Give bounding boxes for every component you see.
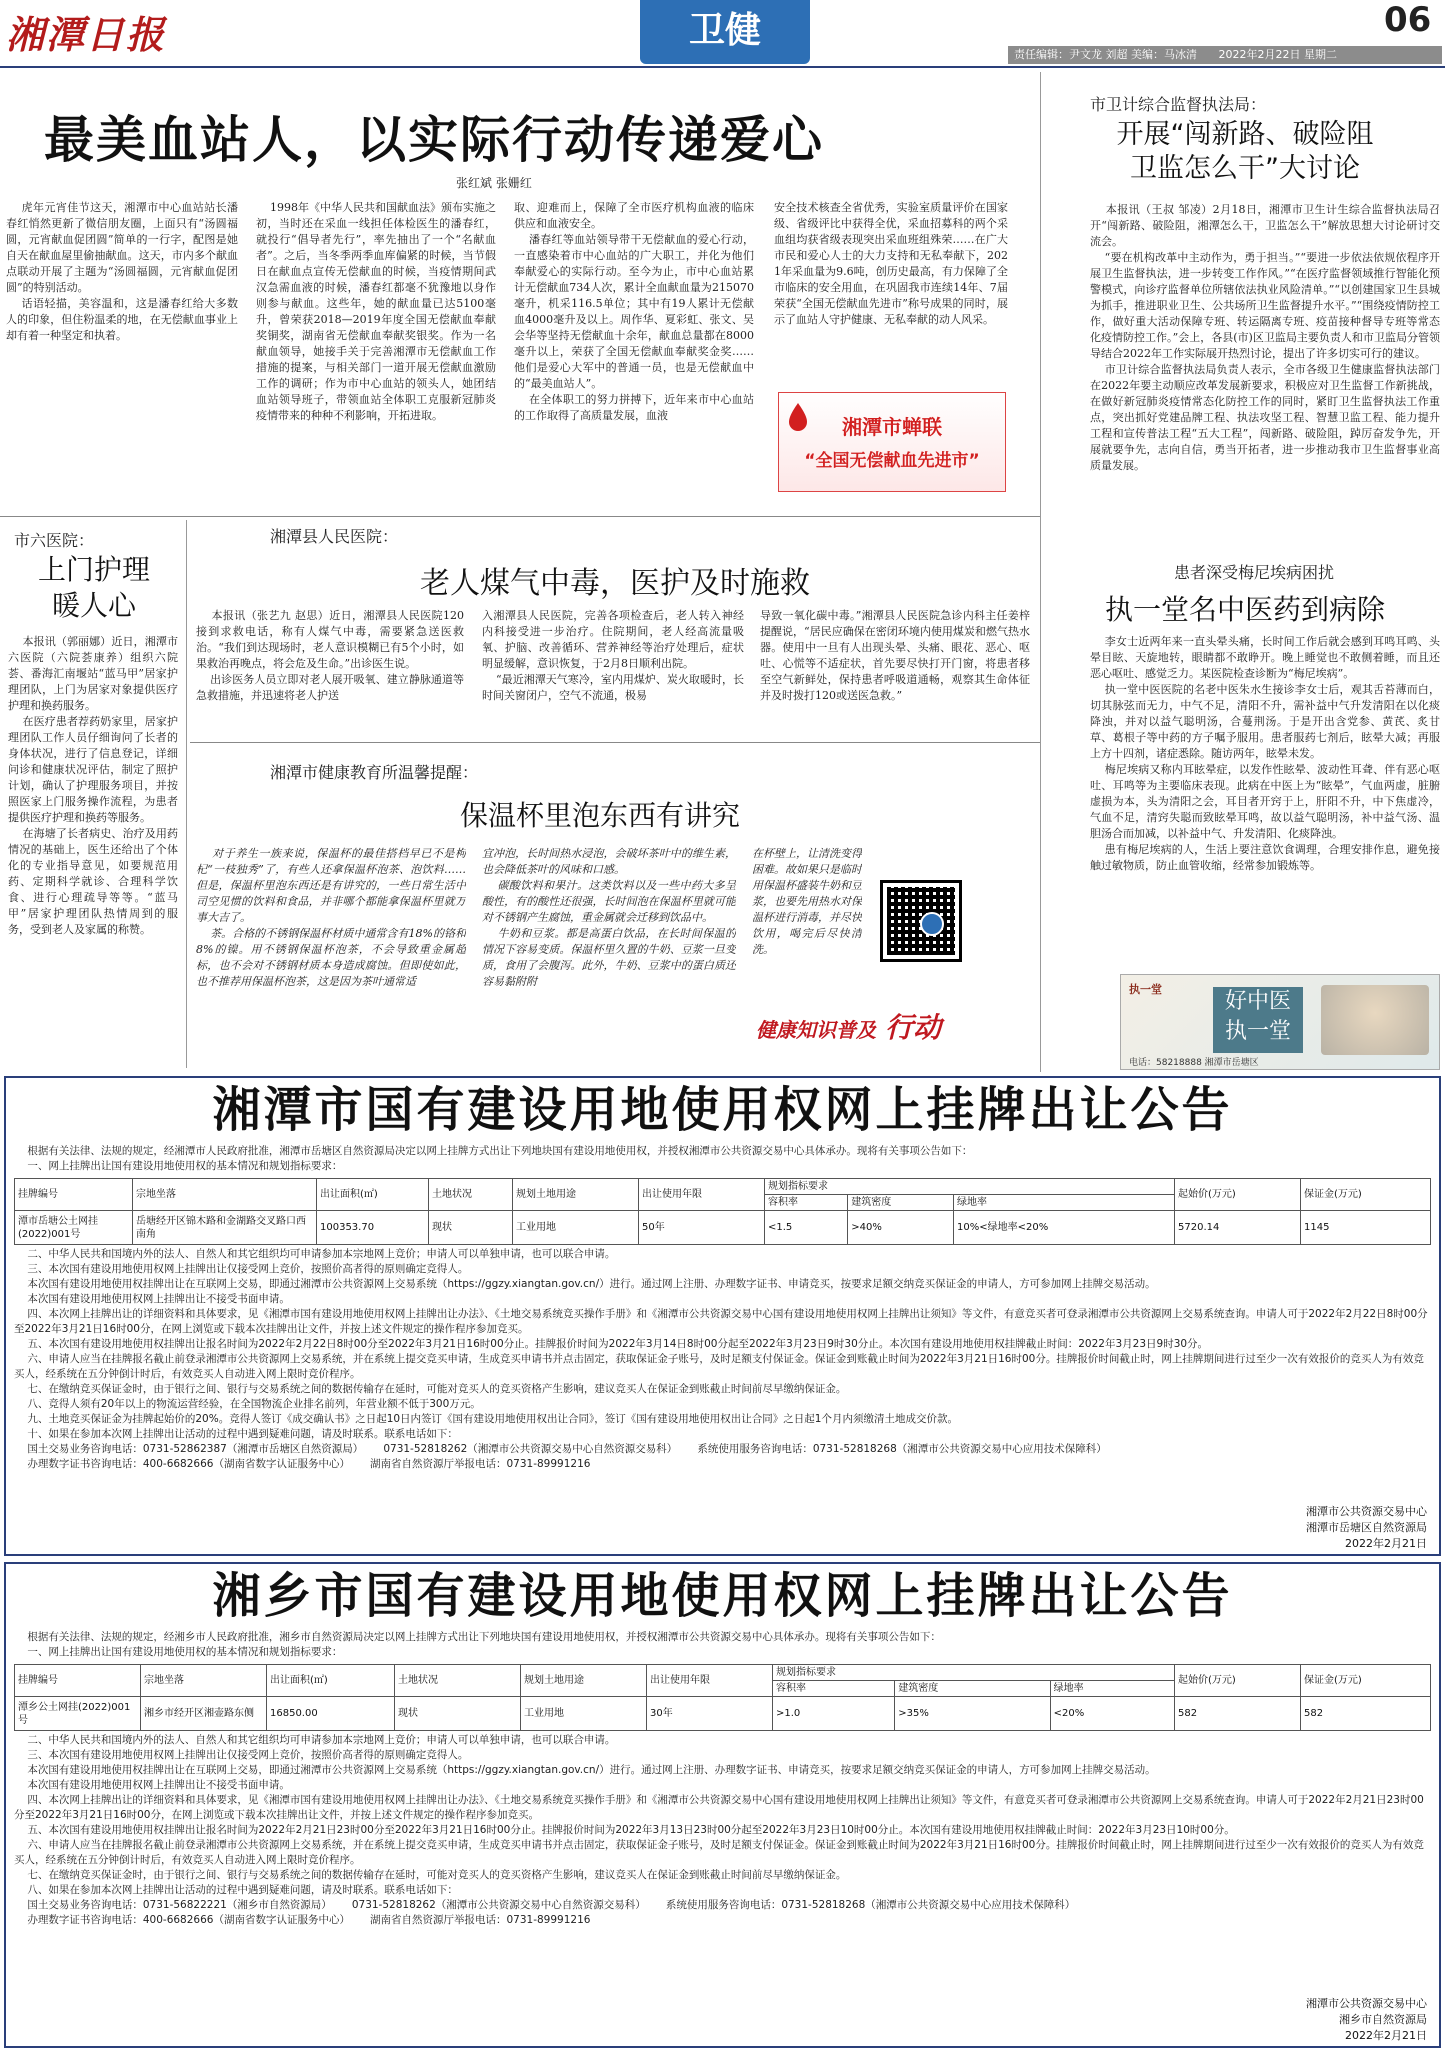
notice-2-intro: 根据有关法律、法规的规定，经湘乡市人民政府批准，湘乡市自然资源局决定以网上挂牌方式出让下列地块国有建设用地使用权，并授权湘潭市公共资源交易中心具体承办。现将有关事项公告如下： 一、网上挂牌出让国有建设用地使用权的基本情况和规划指标要求： [27,1631,941,1658]
th-start-price: 起始价(万元) [1175,1179,1301,1211]
th-far: 容积率 [773,1681,895,1697]
health-label-action: 行动 [885,1011,942,1044]
column-divider-right [1040,72,1041,1072]
notice-1-signature [1306,1504,1427,1552]
meniere-kicker: 患者深受梅尼埃病困扰 [1174,563,1335,582]
lead-col-1: 虎年元宵佳节这天，湘潭市中心血站站长潘春红悄然更新了微信朋友圈，上面只有“汤圆福圆，元宵献血促团圆”简单的一行字，配图是她自天在献血屋里偷抽献血。这天，市内多个献血点联动开展了主题为“汤圆福圆，元宵献血促团圆”的特别活动。 话语轻描，美容温和，这是潘春红给大多数人的印象，但住粉温柔的地，在无偿献血事业上却有着一种坚定和执着。 [6,201,238,342]
td-density: >35% [895,1697,1050,1731]
edu-headline: 保温杯里泡东西有讲究 [459,799,740,832]
notice-2-title: 湘乡市国有建设用地使用权网上挂牌出让公告 [212,1568,1233,1624]
right-top-kicker: 市卫计综合监督执法局： [1090,95,1267,114]
lead-headline: 最美血站人，以实际行动传递爱心 [44,111,824,169]
th-green: 绿地率 [1050,1681,1174,1697]
td-start-price: 5720.14 [1175,1211,1301,1245]
table-header-row [15,1179,1431,1195]
td-area: 16850.00 [267,1697,395,1731]
editors-text: 责任编辑：尹文龙 刘超 美编：马冰清 [1014,48,1197,61]
blood-drop-icon [787,401,809,431]
td-status: 现状 [395,1697,521,1731]
health-knowledge-label [756,1006,1006,1046]
doctor-portrait [1321,985,1429,1055]
county-col-1: 本报讯（张艺九 赵思）近日，湘潭县人民医院120接到求救电话，称有人煤气中毒，需要紧急送医救治。“我们到达现场时，老人意识模糊已有5个小时，如果救治再晚点，将会危及生命。”出诊医生说。 出诊医务人员立即对老人展开吸氧、建立静脉通道等急救措施，并迅速将老人护送 [196,609,464,702]
liu-kicker: 市六医院： [14,531,95,550]
th-start-price: 起始价(万元) [1175,1665,1301,1697]
th-planning: 规划指标要求 [765,1179,1175,1195]
th-area: 出让面积(㎡) [317,1179,429,1211]
th-status: 土地状况 [395,1665,521,1697]
th-lot-no: 挂牌编号 [15,1179,133,1211]
td-use: 工业用地 [521,1697,647,1731]
edu-col-1: 对于养生一族来说，保温杯的最佳搭档早已不是枸杞“一枝独秀”了，有些人还拿保温杯泡茶、泡饮料……但是，保温杯里泡东西还是有讲究的，一些日常生活中司空见惯的饮料和食品，并非哪个都能拿保温杯里就万事大吉了。 茶。合格的不锈钢保温杯材质中通常含有18%的铬和8%的镍。用不锈钢保温杯泡茶，不会导致重金属超标，也不会对不锈钢材质本身造成腐蚀。但即使如此，也不推荐用保温杯泡茶，这是因为茶叶通常适 [196,847,466,988]
notice-1-sign-3: 2022年2月21日 [1345,1537,1427,1550]
th-term: 出让使用年限 [639,1179,765,1211]
notice-2-table-wrap [14,1664,1431,1731]
th-lot-no: 挂牌编号 [15,1665,141,1697]
th-location: 宗地坐落 [133,1179,317,1211]
th-green: 绿地率 [954,1195,1175,1211]
td-far: >1.0 [773,1697,895,1731]
td-lot-no: 潭市岳塘公土网挂(2022)001号 [15,1211,133,1245]
clinic-ad-slogan-l2: 执一堂 [1224,1019,1291,1044]
edu-col-2: 宜冲泡，长时间热水浸泡，会破坏茶叶中的维生素，也会降低茶叶的风味和口感。 碳酸饮料和果汁。这类饮料以及一些中药大多呈酸性，有的酸性还很强，长时间泡在保温杯里就可能对不锈钢产生腐蚀，重金属就会迁移到饮品中。 牛奶和豆浆。都是高蛋白饮品，在长时间保温的情况下容易变质。保温杯里久置的牛奶、豆浆一旦变质，食用了会腹泻。此外，牛奶、豆浆中的蛋白质还容易黏附附 [482,847,736,988]
td-far: <1.5 [765,1211,848,1245]
table-row [15,1211,1431,1245]
td-term: 30年 [647,1697,773,1731]
promo-line-2: “全国无偿献血先进市” [804,451,980,471]
promo-line-1: 湘潭市蝉联 [842,415,942,439]
right-top-headline-l1: 开展“闯新路、破险阻 [1116,119,1374,150]
right-top-headline [1050,118,1440,186]
td-density: >40% [848,1211,954,1245]
section-banner: 卫健 [640,0,810,64]
th-planning: 规划指标要求 [773,1665,1175,1681]
notice-1-body: 二、中华人民共和国境内外的法人、自然人和其它组织均可申请参加本宗地网上竞价；申请人可以单独申请，也可以联合申请。 三、本次国有建设用地使用权网上挂牌出让仅接受网上竞价，按照价高者得的原则确定竞得人。 本次国有建设用地使用权挂牌出让在互联网上交易，即通过湘潭市公共资源网上交易系统（https://ggzy.xiangtan.gov.cn/）进行。通过网上注册、办理数字证书、申请竞买，按要求足额交纳竞买保证金的申请人，方可参加网上挂牌交易活动。 本次国有建设用地使用权网上挂牌出让不接受书面申请。 四、本次网上挂牌出让的详细资料和具体要求，见《湘潭市国有建设用地使用权网上挂牌出让办法》、《土地交易系统竞买操作手册》和《湘潭市公共资源交易中心国有建设用地使用权网上挂牌出让须知》等文件，有意竞买者可登录湘潭市公共资源网上交易系统查询。申请人可于2022年2月22日8时00分至2022年3月21日16时00分，在网上浏览或下载本次挂牌出让文件，并按上述文件规定的操作程序参加竞买。 五、本次国有建设用地使用权挂牌出让报名时间为2022年2月22日8时00分至2022年3月21日16时00分止。挂牌报价时间为2022年3月14日8时00分起至2022年3月23日9时30分止。本次国有建设用地使用权挂牌截止时间：2022年3月23日9时30分。 六、申请人应当在挂牌报名截止前登录湘潭市公共资源网上交易系统，并在系统上提交竞买申请，生成竞买申请书并点击固定，获取保证金子账号，及时足额支付保证金。保证金到账截止时间为2022年3月21日16时00分。挂牌报价时间截止时，网上挂牌期间进行过至少一次有效报价的竞买人为有效竞买人，经系统在五分钟倒计时后，有效竞买人自动进入网上限时竞价程序。 七、在缴纳竞买保证金时，由于银行之间、银行与交易系统之间的数据传输存在延时，可能对竞买人的竞买资格产生影响，建议竞买人在保证金到账截止时间前尽早缴纳保证金。 八、竞得人须有20年以上的物流运营经验，在全国物流企业排名前列，年营业额不低于300万元。 九、土地竞买保证金为挂牌起始价的20%。竞得人签订《成交确认书》之日起10日内签订《国有建设用地使用权出让合同》，签订《国有建设用地使用权出让合同》之日起1个月内须缴清土地成交价款。 十、如果在参加本次网上挂牌出让活动的过程中遇到疑难问题，请及时联系。联系电话如下： 国土交易业务咨询电话：0731-52862387（湘潭市岳塘区自然资源局） 0731-52818262（湘潭市公共资源交易中心自然资源交易科） 系统使用服务咨询电话：0731-52818268（湘潭市公共资源交易中心应用技术保障科） 办理数字证书咨询电话：400-6682666（湖南省数字认证服务中心） 湖南省自然资源厅举报电话：0731-89991216 [14,1248,1428,1470]
edu-col-3: 在杯壁上，让清洗变得困难。故如果只是临时用保温杯盛装牛奶和豆浆，也要先用热水对保温杯进行消毒，并尽快饮用，喝完后尽快清洗。 [752,847,862,956]
td-use: 工业用地 [513,1211,639,1245]
th-far: 容积率 [765,1195,848,1211]
th-location: 宗地坐落 [141,1665,267,1697]
masthead-rule [0,66,1445,68]
th-term: 出让使用年限 [647,1665,773,1697]
notice-1-table [14,1178,1431,1245]
td-green: 10%<绿地率<20% [954,1211,1175,1245]
notice-1-title: 湘潭市国有建设用地使用权网上挂牌出让公告 [212,1082,1233,1138]
date-text: 2022年2月22日 星期二 [1218,48,1337,61]
th-use: 规划土地用途 [521,1665,647,1697]
notice-1-intro: 根据有关法律、法规的规定，经湘潭市人民政府批准，湘潭市岳塘区自然资源局决定以网上挂牌方式出让下列地块国有建设用地使用权，并授权湘潭市公共资源交易中心具体承办。现将有关事项公告如下： 一、网上挂牌出让国有建设用地使用权的基本情况和规划指标要求： [27,1145,973,1172]
county-headline: 老人煤气中毒，医护及时施救 [420,566,810,601]
notice-2-sign-2: 湘乡市自然资源局 [1339,2013,1427,2026]
table-header-row [15,1665,1431,1681]
divider-mid [0,516,1040,517]
td-area: 100353.70 [317,1211,429,1245]
right-top-body: 本报讯（王叔 邹凌）2月18日，湘潭市卫生计生综合监督执法局召开“闯新路、破险阻，湘潭怎么干，卫监怎么干”解放思想大讨论研讨交流会。 “要在机构改革中主动作为，勇于担当。”“要进一步依法依规依程序开展卫生监督执法，进一步转变工作作风。”“在医疗监督领域推行智能化预警模式，向诊疗监督单位所辖依法执业风险清单。”“以创建国家卫生县城为抓手，推进职业卫生、公共场所卫生监督提升水平。”“围绕疫情防控工作，做好重大活动保障专班、转运隔离专班、疫苗接种督导专班等常态化疫情防控工作。”会上，各县(市)区卫监局主要负责人和市卫监局分管领导结合2022年工作实际展开热烈讨论，提出了许多切实可行的建议。 市卫计综合监督执法局负责人表示，全市各级卫生健康监督执法部门在2022年要主动顺应改革发展新要求，积极应对卫生监督工作新挑战，在做好新冠肺炎疫情常态化防控工作的同时，紧盯卫生监督执法工作重点，突出抓好党建品牌工程、执法攻坚工程、智慧卫监工程、能力提升工程和宣传普法工程“五大工程”，闯新路、破险阻，踔厉奋发争先，开展就要争先，志向自信，勇当开拓者，进一步推动我市卫生监督事业高质量发展。 [1090,203,1440,472]
clinic-ad [1120,974,1440,1070]
th-area: 出让面积(㎡) [267,1665,395,1697]
th-density: 建筑密度 [848,1195,954,1211]
clinic-ad-brand: 执一堂 [1129,983,1162,996]
table-row [15,1697,1431,1731]
page-number: 06 [1384,0,1432,40]
lead-col-3: 取、迎难而上，保障了全市医疗机构血液的临床供应和血液安全。 潘春红等血站领导带干无偿献血的爱心行动，一直感染着市中心血站的广大职工，并化为他们奉献爱心的实际行动。至今为止，市中心血站累计无偿献血734人次，累计全血献血量为215070毫升，机采116.5单位；其中有19人累计无偿献血4000毫升及以上。周作华、夏彩虹、张文、吴会华等坚持无偿献血十余年，献血总量都在8000毫升以上，荣获了全国无偿献血奉献奖金奖……他们是爱心大军中的普通一员，也是无偿献血中的“最美血站人”。 在全体职工的努力拼搏下，近年来市中心血站的工作取得了高质量发展，血液 [514,201,754,422]
county-kicker: 湘潭县人民医院： [270,527,399,546]
right-top-headline-l2: 卫监怎么干”大讨论 [1130,153,1360,184]
info-bar [1008,46,1442,64]
health-badge-icon [920,912,944,936]
notice-2-signature [1306,1996,1427,2044]
edu-kicker: 湘潭市健康教育所温馨提醒： [270,763,479,782]
notice-2-table [14,1664,1431,1731]
lead-col-4: 安全技术核查全省优秀，实验室质量评价在国家级、省级评比中获得全优，采血招募科的两个采血组均获省级表现突出采血班组殊荣……在广大市民和爱心人士的大力支持和无私奉献下，2021年采血量为9.6吨，创历史最高，有力保障了全市临床的安全用血，在巩固我市连续14年、7届荣获“全国无偿献血先进市”称号成果的同时，展示了血站人守护健康、无私奉献的动人风采。 [774,201,1008,326]
th-deposit: 保证金(万元) [1301,1665,1431,1697]
th-deposit: 保证金(万元) [1301,1179,1431,1211]
th-density: 建筑密度 [895,1681,1050,1697]
clinic-ad-slogan-l1: 好中医 [1224,989,1291,1014]
notice-2-body: 二、中华人民共和国境内外的法人、自然人和其它组织均可申请参加本宗地网上竞价；申请人可以单独申请，也可以联合申请。 三、本次国有建设用地使用权网上挂牌出让仅接受网上竞价，按照价高者得的原则确定竞得人。 本次国有建设用地使用权挂牌出让在互联网上交易，即通过湘潭市公共资源网上交易系统（https://ggzy.xiangtan.gov.cn/）进行。通过网上注册、办理数字证书、申请竞买，按要求足额交纳竞买保证金的申请人，方可参加网上挂牌交易活动。 本次国有建设用地使用权网上挂牌出让不接受书面申请。 四、本次网上挂牌出让的详细资料和具体要求，见《湘潭市国有建设用地使用权网上挂牌出让办法》、《土地交易系统竞买操作手册》和《湘潭市公共资源交易中心国有建设用地使用权网上挂牌出让须知》等文件，有意竞买者可登录湘潭市公共资源网上交易系统查询。申请人可于2022年2月21日23时00分至2022年3月21日16时00分，在网上浏览或下载本次挂牌出让文件，并按上述文件规定的操作程序参加竞买。 五、本次国有建设用地使用权挂牌出让报名时间为2022年2月21日23时00分至2022年3月21日16时00分止。挂牌报价时间为2022年3月13日23时00分起至2022年3月23日10时00分止。本次国有建设用地使用权挂牌截止时间：2022年3月23日10时00分。 六、申请人应当在挂牌报名截止前登录湘潭市公共资源网上交易系统，并在系统上提交竞买申请，生成竞买申请书并点击固定，获取保证金子账号，及时足额支付保证金。保证金到账截止时间为2022年3月21日16时00分。挂牌报价时间截止时，网上挂牌期间进行过至少一次有效报价的竞买人为有效竞买人，经系统在五分钟倒计时后，有效竞买人自动进入网上限时竞价程序。 七、在缴纳竞买保证金时，由于银行之间、银行与交易系统之间的数据传输存在延时，可能对竞买人的竞买资格产生影响，建议竞买人在保证金到账截止时间前尽早缴纳保证金。 八、如果在参加本次网上挂牌出让活动的过程中遇到疑难问题，请及时联系。联系电话如下： 国土交易业务咨询电话：0731-56822221（湘乡市自然资源局） 0731-52818262（湘潭市公共资源交易中心自然资源交易科） 系统使用服务咨询电话：0731-52818268（湘潭市公共资源交易中心应用技术保障科） 办理数字证书咨询电话：400-6682666（湖南省数字认证服务中心） 湖南省自然资源厅举报电话：0731-89991216 [14,1734,1424,1926]
notice-2-sign-3: 2022年2月21日 [1345,2029,1427,2042]
td-green: <20% [1050,1697,1174,1731]
notice-1-sign-1: 湘潭市公共资源交易中心 [1306,1505,1427,1518]
meniere-headline: 执一堂名中医药到病除 [1104,593,1385,626]
liu-headline [14,552,174,624]
divider-edu [190,742,1040,743]
clinic-ad-phone: 电话：58218888 湘潭市岳塘区 [1129,1058,1259,1068]
county-col-2: 入湘潭县人民医院，完善各项检查后，老人转入神经内科接受进一步治疗。住院期间，老人经高流量吸氧、护脑、改善循环、营养神经等治疗处理后，症状明显缓解，意识恢复，于2月8日顺利出院。 “最近湘潭天气寒冷，室内用煤炉、炭火取暖时，长时间关窗闭户，空气不流通，极易 [482,609,744,702]
notice-1-table-wrap [14,1178,1431,1245]
blood-donation-promo [778,392,1006,492]
th-status: 土地状况 [429,1179,513,1211]
td-location: 湘乡市经开区湘壶路东侧 [141,1697,267,1731]
td-term: 50年 [639,1211,765,1245]
notice-2 [4,1562,1441,2048]
masthead-logo: 湘潭日报 [6,13,167,57]
td-start-price: 582 [1175,1697,1301,1731]
td-lot-no: 潭乡公土网挂(2022)001号 [15,1697,141,1731]
column-divider-left [186,520,187,1068]
county-col-3: 导致一氧化碳中毒。”湘潭县人民医院急诊内科主任姜梓提醒说，“居民应确保在密闭环境内使用煤炭和燃气热水器。使用中一旦有人出现头晕、头痛、眼花、恶心、呕吐、心慌等不适症状，首先要尽快打开门窗，将患者移至空气新鲜处，保持患者呼吸道通畅，观察其生命体征并及时拨打120或送医急救。” [760,609,1030,702]
td-status: 现状 [429,1211,513,1245]
lead-byline: 张红斌 张姗红 [456,176,532,190]
liu-headline-l2: 暖人心 [51,589,136,622]
clinic-ad-slogan [1213,987,1303,1053]
td-location: 岳塘经开区锦木路和金湖路交叉路口西南角 [133,1211,317,1245]
td-deposit: 1145 [1301,1211,1431,1245]
liu-headline-l1: 上门护理 [37,553,150,586]
th-use: 规划土地用途 [513,1179,639,1211]
lead-col-2: 1998年《中华人民共和国献血法》颁布实施之初，当时还在采血一线担任体检医生的潘春红，就投行“倡导者先行”，率先抽出了一个“名献血者”。之后，当冬季两季血库偏紧的时候，当节假日在献血点宣传无偿献血的时候，当疫情期间武汉急需血液的时候，潘春红都毫不犹豫地以身作则参与献血。这些年，她的献血量已达5100毫升，曾荣获2018—2019年度全国无偿献血奉献奖铜奖，湖南省无偿献血奉献奖银奖。作为一名献血领导，她接手关于完善湘潭市无偿献血工作措施的提案，与相关部门一道开展无偿献血激励工作的调研；作为市中心血站的领头人，她团结血站领导班子，带领血站全体职工克服新冠肺炎疫情带来的种种不利影响，开拓进取。 [256,201,496,422]
liu-body: 本报讯（郭丽娜）近日，湘潭市六医院（六院荟康养）组织六院荟、番海汇南堰站“蓝马甲”居家护理团队，上门为居家对象提供医疗护理和换药服务。 在医疗患者荐药奶家里，居家护理团队工作人员仔细询问了长者的身体状况，进行了信息登记，详细问诊和健康状况评估，制定了照护计划，确认了护理服务项目，并按照医家上门服务操作流程，为患者提供医疗护理和换药等服务。 在海塘了长者病史、治疗及用药情况的基础上，医生还给出了个体化的专业指导意见，如要规范用药、定期科学就诊、合理科学饮食、进行心理疏导等等。“蓝马甲”居家护理团队热情周到的服务，受到老人及家属的称赞。 [8,635,178,936]
notice-1 [4,1076,1441,1556]
notice-2-sign-1: 湘潭市公共资源交易中心 [1306,1997,1427,2010]
health-label-text: 健康知识普及 [756,1018,876,1042]
notice-1-sign-2: 湘潭市岳塘区自然资源局 [1306,1521,1427,1534]
td-deposit: 582 [1301,1697,1431,1731]
meniere-body: 李女士近两年来一直头晕头痛，长时间工作后就会感到耳鸣耳鸣、头晕目眩、天旋地转，眼睛都不敢睁开。晚上睡觉也不敢侧着睡，而且还恶心呕吐、感觉乏力。某医院检查诊断为“梅尼埃病”。 执一堂中医医院的名老中医朱水生接诊李女士后，观其舌苔薄而白，切其脉弦而无力，中气不足，清阳不升，需补益中气升发清阳在以化痰降浊，并对以益气聪明汤，合蔓荆汤。于是开出含党参、黄芪、炙甘草、葛根子等中药的方子嘱予服用。患者服药七剂后，眩晕大减；再服上方十四剂，诸症悉除。随访两年，眩晕未发。 梅尼埃病又称内耳眩晕症，以发作性眩晕、波动性耳聋、伴有恶心呕吐、耳鸣等为主要临床表现。此病在中医上为“眩晕”，气血两虚，脏腑虚损为本，头为清阳之会，耳目者开窍于上，肝阳不升，中下焦虚冷，气血不足，清窍失聪而致眩晕耳鸣，故以益气聪明汤，补中益气汤、温胆汤合而加减，以补益中气、升发清阳、化痰降浊。 患有梅尼埃病的人，生活上要注意饮食调理，合理安排作息，避免接触过敏物质，防止血管收缩，经常参加锻炼等。 [1090,635,1440,872]
